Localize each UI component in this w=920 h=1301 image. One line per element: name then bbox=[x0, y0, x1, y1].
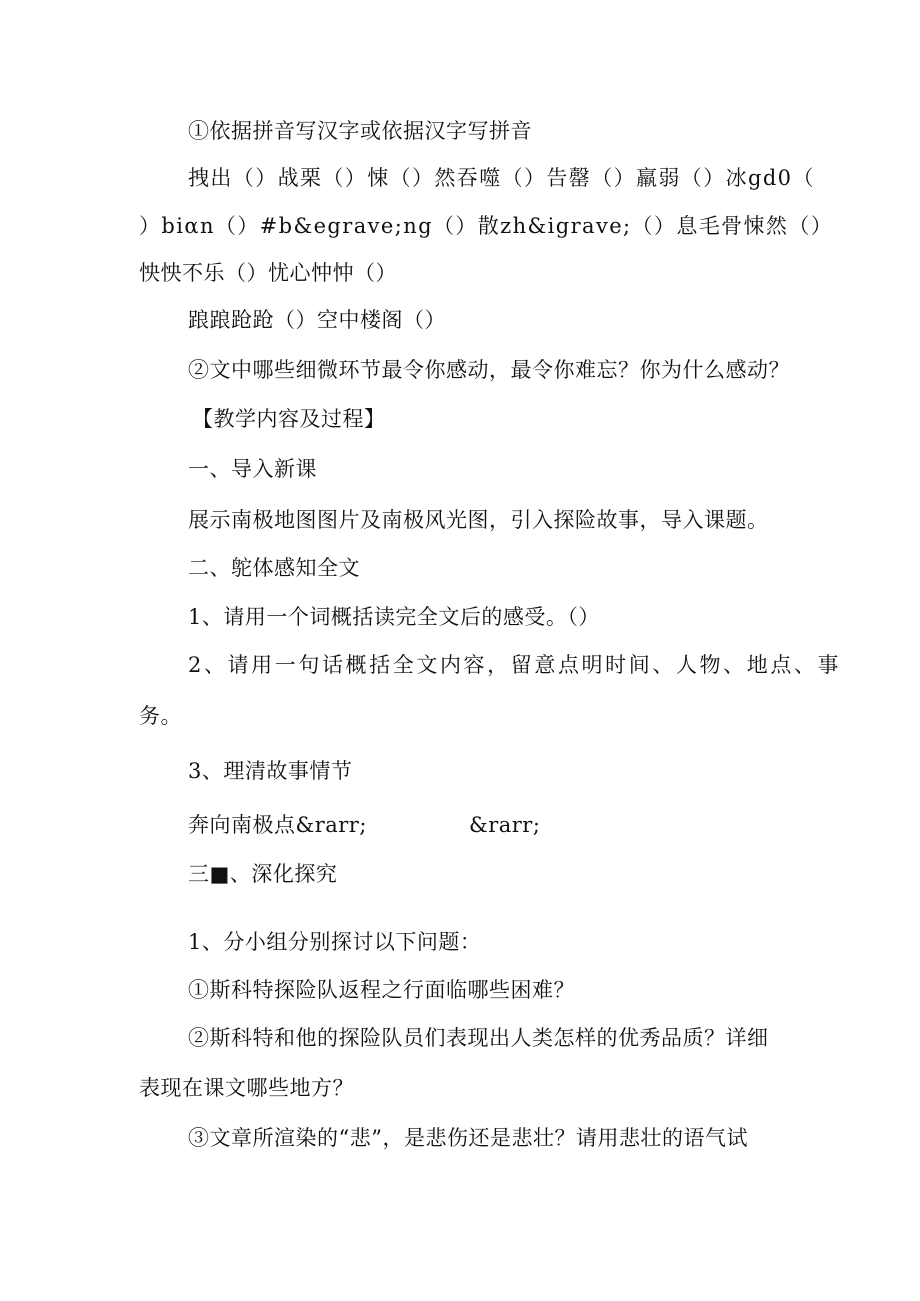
vocabulary-line-1: 拽出（）战栗（）悚（）然吞噬（）告罄（）羸弱（）冰gd0（ bbox=[188, 166, 815, 190]
vocabulary-line-4: 踉踉跄跄（）空中楼阁（） bbox=[188, 308, 446, 332]
section-heading-teaching-process: 【教学内容及过程】 bbox=[192, 407, 386, 431]
plot-step-arrow: &rarr; bbox=[469, 813, 541, 837]
question-tragic-tone: ③文章所渲染的“悲”，是悲伤还是悲壮？请用悲壮的语气试 bbox=[188, 1126, 748, 1150]
vocabulary-line-3: 怏怏不乐（）忧心忡忡（） bbox=[139, 261, 397, 285]
question-difficulties: ①斯科特探险队返程之行面临哪些困难？ bbox=[188, 978, 575, 1002]
exercise-pinyin-instruction: ①依据拼音写汉字或依据汉字写拼音 bbox=[188, 119, 532, 143]
question-qualities-line-1: ②斯科特和他的探险队员们表现出人类怎样的优秀品质？详细 bbox=[188, 1026, 769, 1050]
task-one-word-feeling: 1、请用一个词概括读完全文后的感受。（） bbox=[188, 605, 600, 629]
section-heading-deep-inquiry: 三■、深化探究 bbox=[188, 862, 338, 886]
section-heading-overall-perception: 二、鸵体感知全文 bbox=[188, 556, 360, 580]
question-touching-details: ②文中哪些细微环节最令你感动，最令你难忘？你为什么感动？ bbox=[188, 358, 790, 382]
vocabulary-line-2: ）biαn（）#b&egrave;ng（）散zh&igrave;（）息毛骨悚然（） bbox=[139, 214, 834, 238]
task-story-plot: 3、理清故事情节 bbox=[188, 759, 353, 783]
task-summarize-line-2: 务。 bbox=[139, 704, 182, 728]
plot-step-south-pole: 奔向南极点&rarr; bbox=[188, 813, 367, 837]
group-discussion-prompt: 1、分小组分别探讨以下问题： bbox=[188, 930, 482, 954]
introduction-text: 展示南极地图图片及南极风光图，引入探险故事，导入课题。 bbox=[188, 508, 769, 532]
task-summarize-line-1: 2、请用一句话概括全文内容，留意点明时间、人物、地点、事 bbox=[188, 653, 842, 677]
question-qualities-line-2: 表现在课文哪些地方？ bbox=[139, 1076, 354, 1100]
section-heading-introduction: 一、导入新课 bbox=[188, 457, 317, 481]
